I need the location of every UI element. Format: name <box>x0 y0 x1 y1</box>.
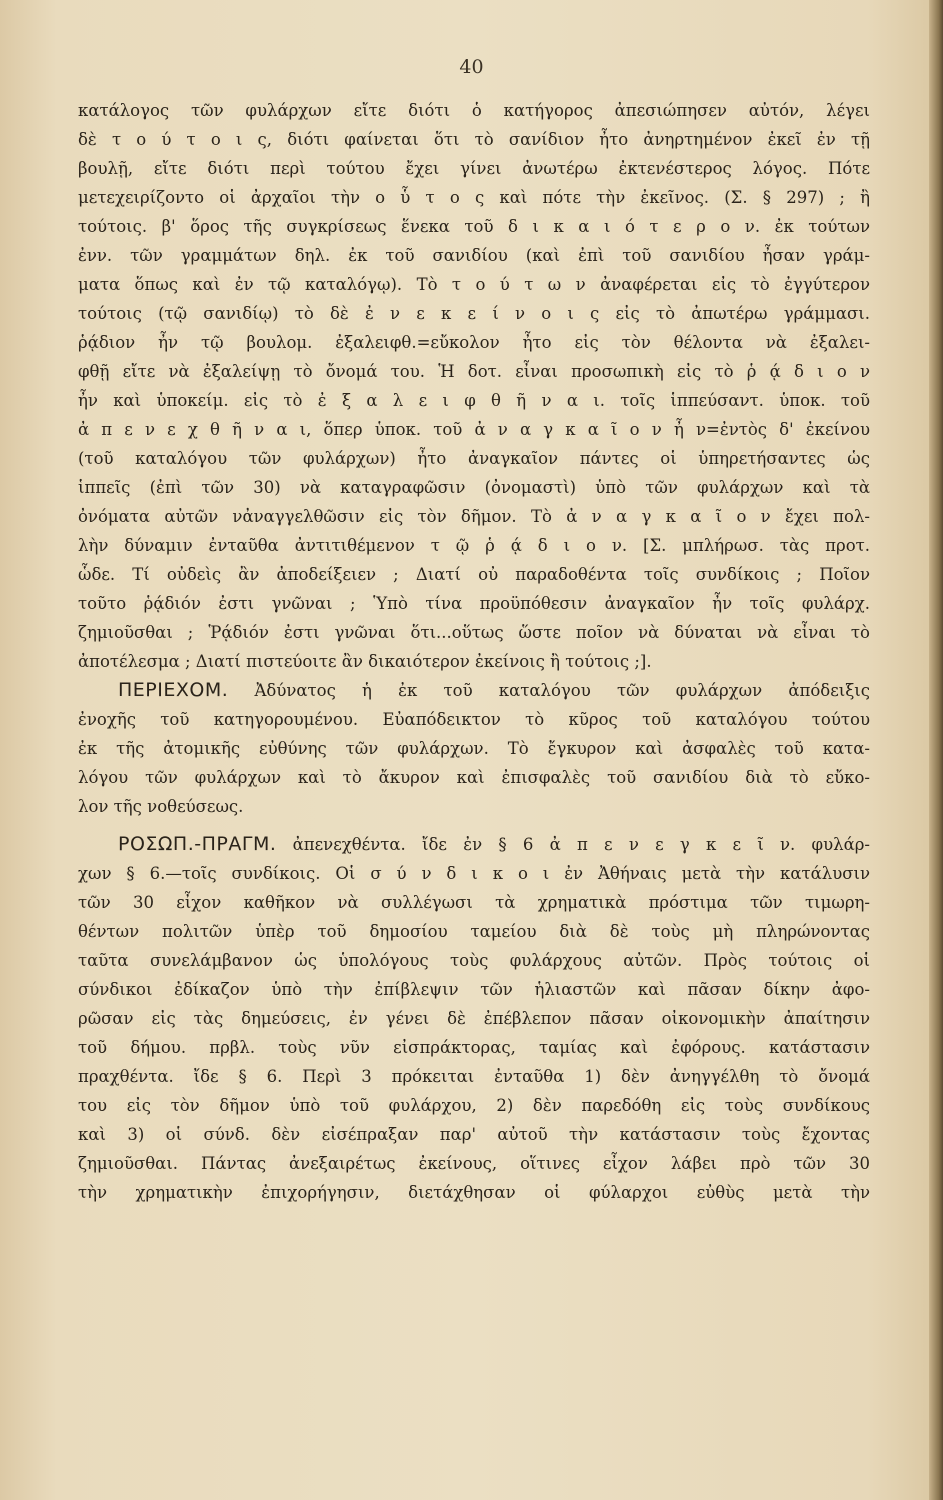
text-line: τούτοις (τῷ σανιδίῳ) τὸ δὲ ἐ ν ε κ ε ί ν ο ι ς εἰς τὸ ἀπωτέρω γράμμασι. <box>78 304 870 323</box>
text-line: ἐνν. τῶν γραμμάτων δηλ. ἐκ τοῦ σανιδίου (καὶ ἐπὶ τοῦ σανιδίου ἦσαν γράμ- <box>78 246 870 265</box>
section-heading-line <box>78 830 870 859</box>
text-line: λον τῆς νοθεύσεως. <box>78 797 244 816</box>
section-gap <box>78 821 870 830</box>
text-line: βουλῇ, εἴτε διότι περὶ τούτου ἔχει γίνει ἀνωτέρω ἐκτενέστερος λόγος. Πότε <box>78 159 870 178</box>
page-number: 40 <box>459 56 484 78</box>
text-line: τὴν χρηματικὴν ἐπιχορήγησιν, διετάχθησαν οἱ φύλαρχοι εὐθὺς μετὰ τὴν <box>78 1183 870 1202</box>
text-line: τοῦτο ῥᾴδιόν ἐστι γνῶναι ; Ὑπὸ τίνα προϋπόθεσιν ἀναγκαῖον ἦν τοῖς φυλάρχ. <box>78 594 870 613</box>
section-heading-line <box>78 676 870 705</box>
text-line: λόγου τῶν φυλάρχων καὶ τὸ ἄκυρον καὶ ἐπισφαλὲς τοῦ σανιδίου διὰ τὸ εὔκο- <box>78 768 870 787</box>
text-line: ζημιοῦσθαι ; Ῥᾴδιόν ἐστι γνῶναι ὅτι...οὕτως ὥστε ποῖον νὰ δύναται νὰ εἶναι τὸ <box>78 623 870 642</box>
text-line: μετεχειρίζοντο οἱ ἀρχαῖοι τὴν ο ὗ τ ο ς καὶ πότε τὴν ἐκεῖνος. (Σ. § 297) ; ἢ <box>78 188 870 207</box>
text-line: πραχθέντα. ἴδε § 6. Περὶ 3 πρόκειται ἐνταῦθα 1) δὲν ἀνηγγέλθη τὸ ὄνομά <box>78 1067 870 1086</box>
text-line: σύνδικοι ἐδίκαζον ὑπὸ τὴν ἐπίβλεψιν τῶν ἡλιαστῶν καὶ πᾶσαν δίκην ἀφο- <box>78 980 870 999</box>
text-line: ῥᾴδιον ἦν τῷ βουλομ. ἐξαλειφθ.=εὔκολον ἦτο εἰς τὸν θέλοντα νὰ ἐξαλει- <box>78 333 870 352</box>
text-line: ταῦτα συνελάμβανον ὡς ὑπολόγους τοὺς φυλάρχους αὐτῶν. Πρὸς τούτοις οἱ <box>78 951 870 970</box>
page-text <box>78 96 870 1207</box>
section-label-roseop-pragm: ΡΟΣΩΠ.-ΠΡΑΓΜ. <box>118 833 277 855</box>
text-line: καὶ 3) οἱ σύνδ. δὲν εἰσέπραξαν παρ' αὐτοῦ τὴν κατάστασιν τοὺς ἔχοντας <box>78 1125 870 1144</box>
text-line: Ἀδύνατος ἡ ἐκ τοῦ καταλόγου τῶν φυλάρχων ἀπόδειξις <box>254 681 870 700</box>
section-label-periechom: ΠΕΡΙΕΧΟΜ. <box>118 679 229 701</box>
text-line: ἀποτέλεσμα ; Διατί πιστεύοιτε ἂν δικαιότερον ἐκείνοις ἢ τούτοις ;]. <box>78 652 652 671</box>
text-line: ἦν καὶ ὑποκείμ. εἰς τὸ ἐ ξ α λ ε ι φ θ ῆ ν α ι. τοῖς ἱππεύσαντ. ὑποκ. τοῦ <box>78 391 870 410</box>
persons-things-section <box>78 830 870 1207</box>
text-line: ἐκ τῆς ἀτομικῆς εὐθύνης τῶν φυλάρχων. Τὸ ἔγκυρον καὶ ἀσφαλὲς τοῦ κατα- <box>78 739 870 758</box>
text-line: τούτοις. β' ὅρος τῆς συγκρίσεως ἕνεκα τοῦ δ ι κ α ι ό τ ε ρ ο ν. ἐκ τούτων <box>78 217 870 236</box>
page-edge-shadow <box>929 0 943 1500</box>
text-line: τοῦ δήμου. πρβλ. τοὺς νῦν εἰσπράκτορας, ταμίας καὶ ἐφόρους. κατάστασιν <box>78 1038 870 1057</box>
text-line: ρῶσαν εἰς τὰς δημεύσεις, ἐν γένει δὲ ἐπέβλεπον πᾶσαν οἰκονομικὴν ἀπαίτησιν <box>78 1009 870 1028</box>
contents-summary-section <box>78 676 870 821</box>
text-line: ζημιοῦσθαι. Πάντας ἀνεξαιρέτως ἐκείνους, οἵτινες εἶχον λάβει πρὸ τῶν 30 <box>78 1154 870 1173</box>
text-line: θέντων πολιτῶν ὑπὲρ τοῦ δημοσίου ταμείου διὰ δὲ τοὺς μὴ πληρώνοντας <box>78 922 870 941</box>
text-line: του εἰς τὸν δῆμον ὑπὸ τοῦ φυλάρχου, 2) δὲν παρεδόθη εἰς τοὺς συνδίκους <box>78 1096 870 1115</box>
text-line: λὴν δύναμιν ἐνταῦθα ἀντιτιθέμενον τ ῷ ῥ ᾴ δ ι ο ν. [Σ. μπλήρωσ. τὰς προτ. <box>78 536 870 555</box>
text-line: κατάλογος τῶν φυλάρχων εἴτε διότι ὁ κατήγορος ἀπεσιώπησεν αὐτόν, λέγει <box>78 101 870 120</box>
text-line: χων § 6.—τοῖς συνδίκοις. Οἱ σ ύ ν δ ι κ ο ι ἐν Ἀθήναις μετὰ τὴν κατάλυσιν <box>78 864 870 883</box>
commentary-paragraph <box>78 96 870 676</box>
text-line: ἀπενεχθέντα. ἴδε ἐν § 6 ἀ π ε ν ε γ κ ε ῖ ν. φυλάρ- <box>292 835 870 854</box>
text-line: ὧδε. Τί οὐδεὶς ἂν ἀποδείξειεν ; Διατί οὐ παραδοθέντα τοῖς συνδίκοις ; Ποῖον <box>78 565 870 584</box>
text-line: τῶν 30 εἶχον καθῆκον νὰ συλλέγωσι τὰ χρηματικὰ πρόστιμα τῶν τιμωρη- <box>78 893 870 912</box>
text-line: ὀνόματα αὐτῶν νἀναγγελθῶσιν εἰς τὸν δῆμον. Τὸ ἀ ν α γ κ α ῖ ο ν ἔχει πολ- <box>78 507 870 526</box>
text-line: ἐνοχῆς τοῦ κατηγορουμένου. Εὐαπόδεικτον τὸ κῦρος τοῦ καταλόγου τούτου <box>78 710 870 729</box>
text-line: ἀ π ε ν ε χ θ ῆ ν α ι, ὅπερ ὑποκ. τοῦ ἀ ν α γ κ α ῖ ο ν ἦ ν=ἐντὸς δ' ἐκείνου <box>78 420 870 439</box>
text-line: δὲ τ ο ύ τ ο ι ς, διότι φαίνεται ὅτι τὸ σανίδιον ἦτο ἀνηρτημένον ἐκεῖ ἐν τῇ <box>78 130 870 149</box>
text-line: (τοῦ καταλόγου τῶν φυλάρχων) ἦτο ἀναγκαῖον πάντες οἱ ὑπηρετήσαντες ὡς <box>78 449 870 468</box>
text-line: φθῇ εἴτε νὰ ἐξαλείψῃ τὸ ὄνομά του. Ἡ δοτ. εἶναι προσωπικὴ εἰς τὸ ῥ ᾴ δ ι ο ν <box>78 362 870 381</box>
text-line: ματα ὅπως καὶ ἐν τῷ καταλόγῳ). Τὸ τ ο ύ τ ω ν ἀναφέρεται εἰς τὸ ἐγγύτερον <box>78 275 870 294</box>
text-line: ἱππεῖς (ἐπὶ τῶν 30) νὰ καταγραφῶσιν (ὀνομαστὶ) ὑπὸ τῶν φυλάρχων καὶ τὰ <box>78 478 870 497</box>
